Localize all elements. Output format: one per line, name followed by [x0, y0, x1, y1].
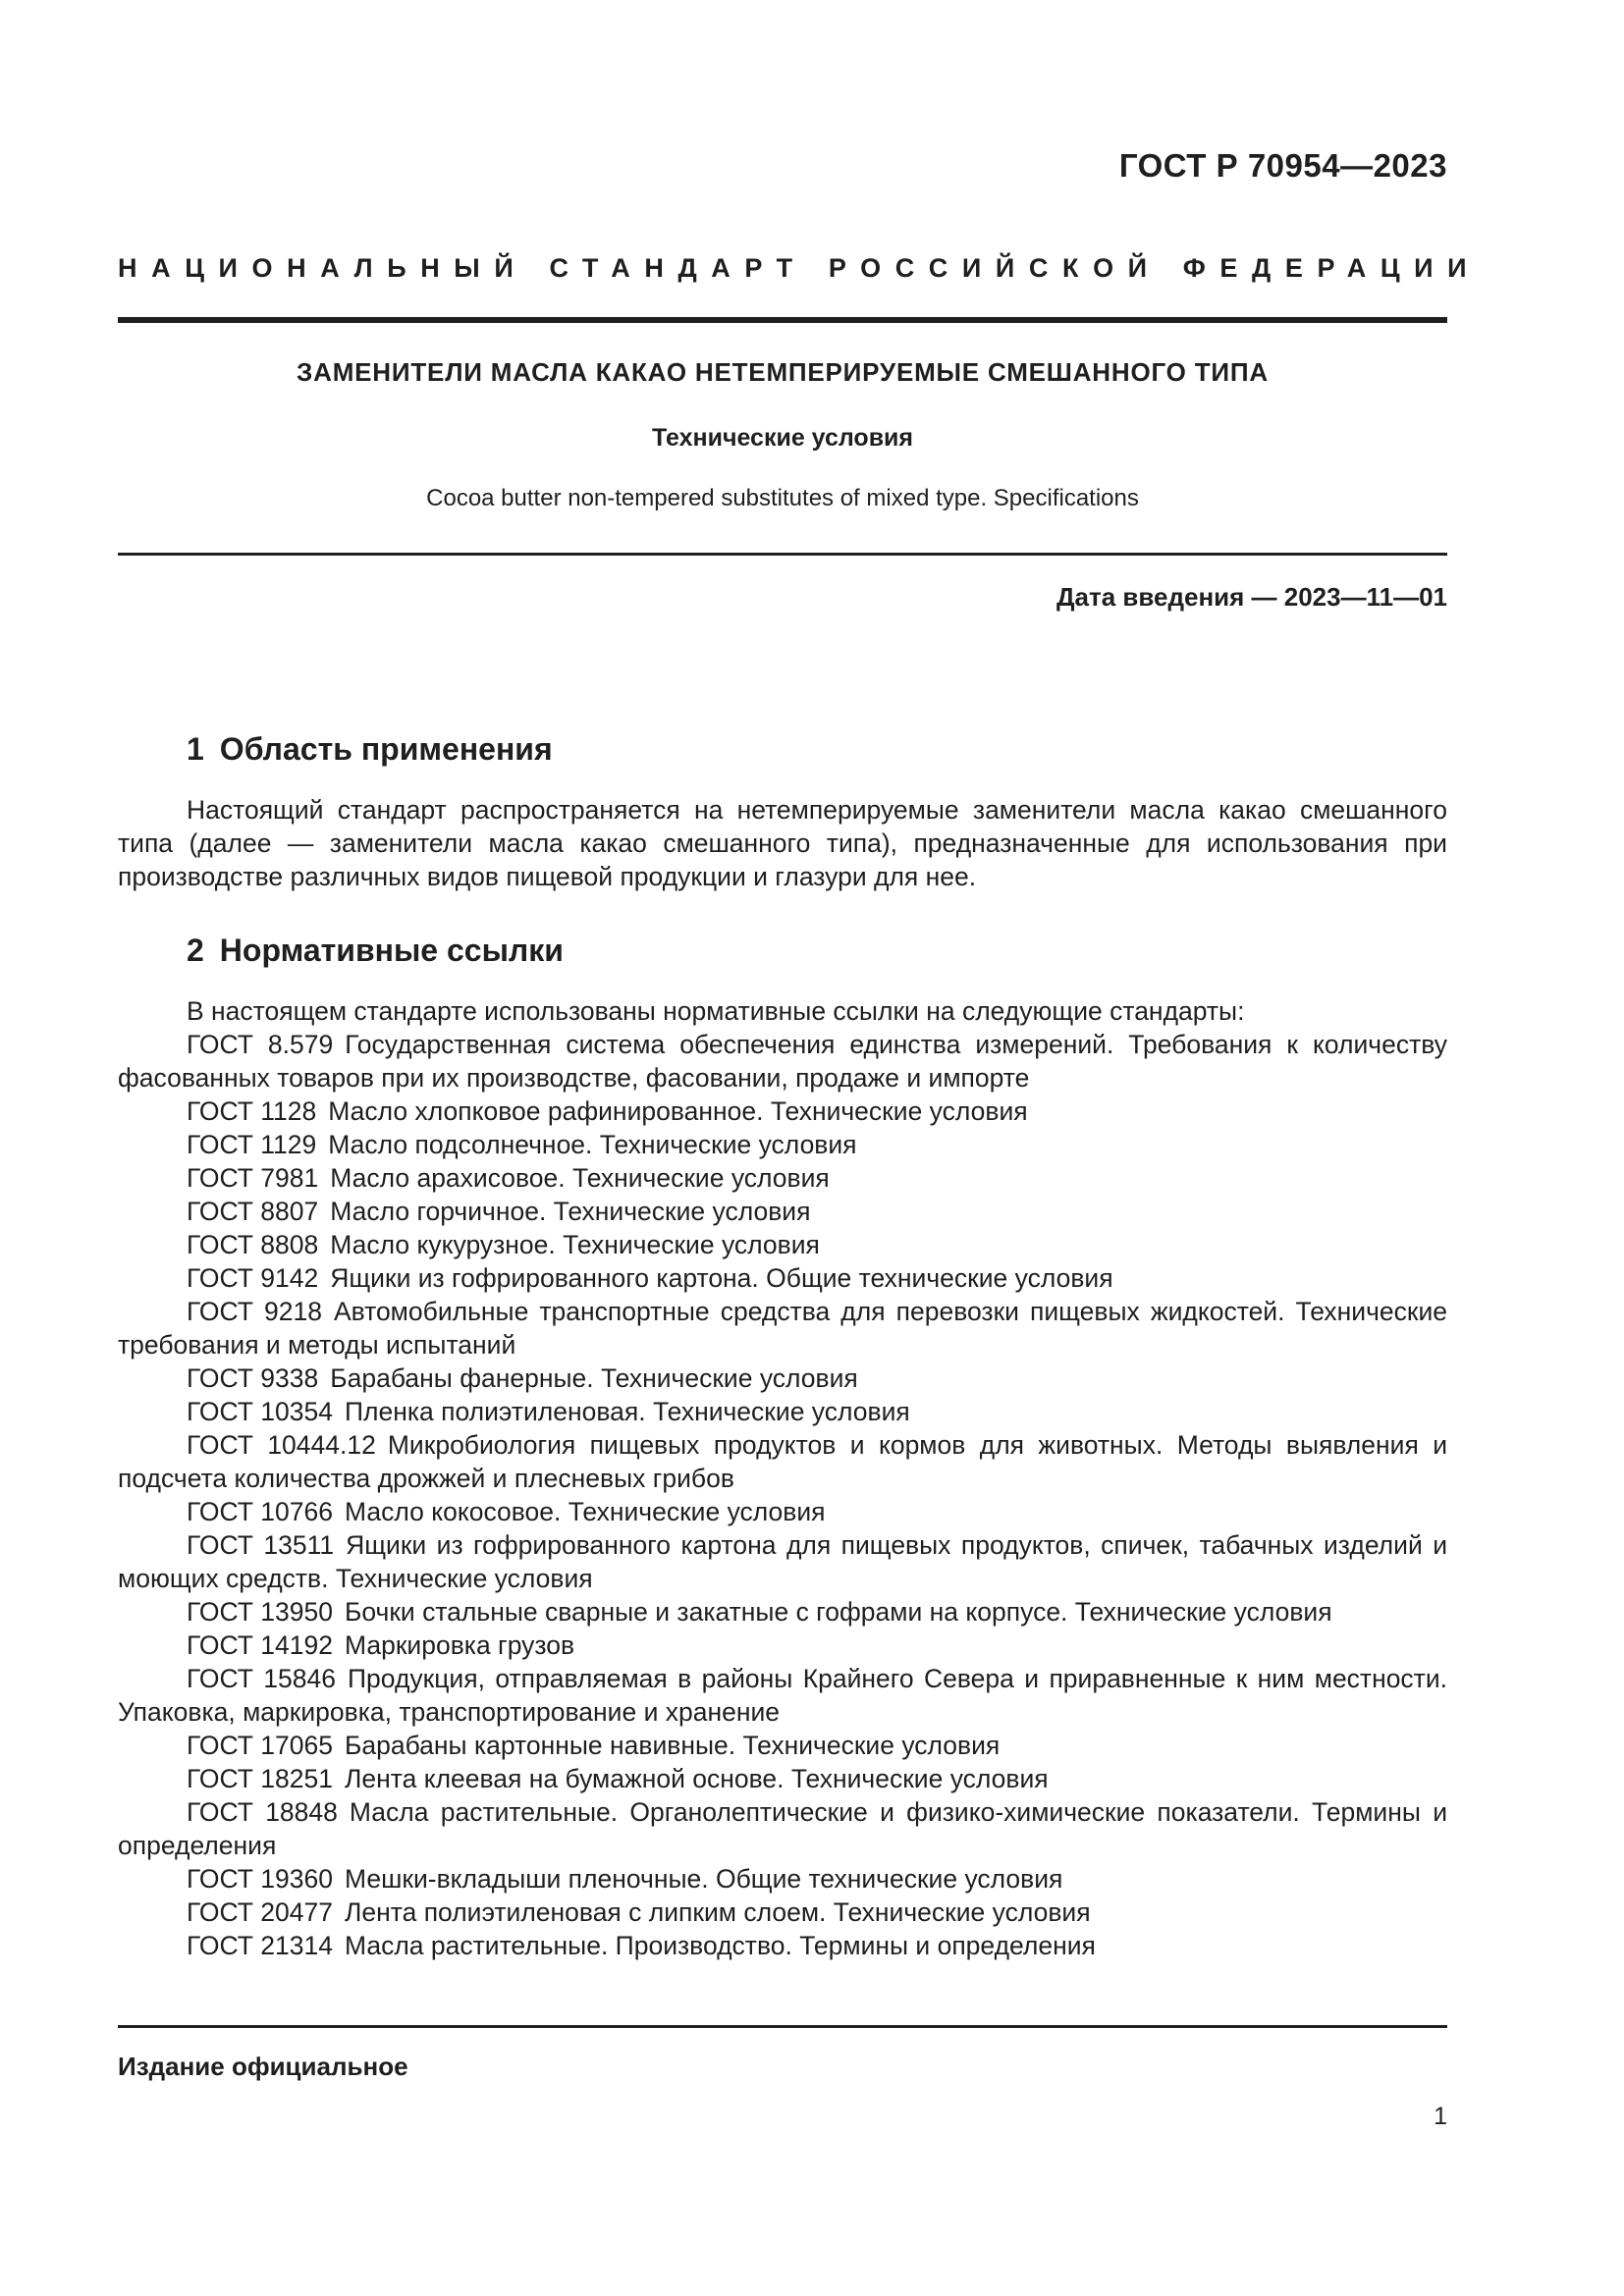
section-number: 2	[187, 933, 204, 968]
reference-item	[118, 1595, 1447, 1629]
document-subtitle: Технические условия	[651, 424, 914, 452]
title-rule	[118, 553, 1447, 556]
reference-title: Масло кукурузное. Технические условия	[330, 1230, 820, 1259]
reference-item	[118, 1528, 1447, 1595]
reference-code: ГОСТ 10766	[187, 1497, 333, 1526]
document-title: ЗАМЕНИТЕЛИ МАСЛА КАКАО НЕТЕМПЕРИРУЕМЫЕ СМЕШАННОГО ТИПА	[297, 357, 1269, 387]
reference-title: Масло хлопковое рафинированное. Технические условия	[328, 1096, 1028, 1126]
reference-code: ГОСТ 17065	[187, 1731, 333, 1760]
reference-code: ГОСТ 9338	[187, 1363, 319, 1393]
document-title-english: Cocoa butter non-tempered substitutes of mixed type. Specifications	[426, 485, 1139, 511]
reference-item	[118, 1795, 1447, 1862]
reference-item	[118, 1729, 1447, 1762]
reference-item	[118, 1762, 1447, 1795]
reference-code: ГОСТ 8807	[187, 1197, 319, 1226]
section-1-heading	[187, 731, 553, 768]
reference-code: ГОСТ 13511	[187, 1530, 335, 1560]
reference-code: ГОСТ 1129	[187, 1130, 317, 1159]
reference-title: Продукция, отправляемая в районы Крайнего Севера и приравненные к ним местности. Упаковка, маркировка, транспортирование и хранение	[118, 1664, 1447, 1727]
references-list	[118, 994, 1447, 1962]
reference-title: Маркировка грузов	[344, 1630, 575, 1660]
references-intro: В настоящем стандарте использованы нормативные ссылки на следующие стандарты:	[187, 996, 1245, 1026]
reference-code: ГОСТ 8808	[187, 1230, 319, 1259]
reference-title: Барабаны фанерные. Технические условия	[330, 1363, 858, 1393]
reference-code: ГОСТ 15846	[187, 1664, 336, 1693]
reference-code: ГОСТ 9142	[187, 1263, 319, 1293]
reference-item	[118, 1495, 1447, 1528]
reference-item	[118, 1128, 1447, 1161]
reference-item	[118, 1095, 1447, 1128]
reference-item	[118, 1295, 1447, 1362]
reference-item	[118, 1228, 1447, 1261]
reference-item	[118, 1896, 1447, 1929]
reference-title: Государственная система обеспечения единства измерений. Требования к количеству фасованных товаров при их производстве, фасовании, продаже и импорте	[118, 1030, 1447, 1093]
reference-title: Масло кокосовое. Технические условия	[344, 1497, 826, 1526]
reference-code: ГОСТ 9218	[187, 1297, 322, 1326]
reference-code: ГОСТ 10444.12	[187, 1430, 376, 1460]
reference-code: ГОСТ 8.579	[187, 1030, 334, 1059]
reference-code: ГОСТ 13950	[187, 1597, 333, 1627]
reference-item	[118, 1028, 1447, 1095]
reference-title: Бочки стальные сварные и закатные с гофрами на корпусе. Технические условия	[344, 1597, 1332, 1627]
reference-code: ГОСТ 18848	[187, 1797, 338, 1827]
reference-item	[118, 1929, 1447, 1962]
reference-code: ГОСТ 20477	[187, 1897, 333, 1927]
document-code: ГОСТ Р 70954—2023	[1118, 147, 1447, 184]
introduction-date: Дата введения — 2023—11—01	[1056, 582, 1447, 612]
reference-title: Масло арахисовое. Технические условия	[330, 1163, 830, 1193]
reference-title: Пленка полиэтиленовая. Технические условия	[344, 1397, 910, 1426]
reference-item	[118, 1428, 1447, 1495]
reference-item	[118, 1362, 1447, 1395]
section-2-heading	[187, 933, 564, 969]
national-standard-banner: НАЦИОНАЛЬНЫЙ СТАНДАРТ РОССИЙСКОЙ ФЕДЕРАЦИИ	[118, 253, 1482, 283]
reference-title: Лента полиэтиленовая с липким слоем. Технические условия	[344, 1897, 1091, 1927]
section-number: 1	[187, 731, 204, 767]
reference-code: ГОСТ 10354	[187, 1397, 333, 1426]
reference-item	[118, 1395, 1447, 1428]
reference-title: Ящики из гофрированного картона. Общие технические условия	[330, 1263, 1113, 1293]
reference-title: Автомобильные транспортные средства для перевозки пищевых жидкостей. Технические требования и методы испытаний	[118, 1297, 1448, 1360]
references-container	[118, 1028, 1447, 1962]
section-1-body	[118, 793, 1447, 893]
reference-title: Лента клеевая на бумажной основе. Технические условия	[344, 1764, 1049, 1793]
reference-title: Ящики из гофрированного картона для пищевых продуктов, спичек, табачных изделий и моющих средств. Технические условия	[118, 1530, 1447, 1593]
footer-rule	[118, 2025, 1447, 2028]
reference-title: Мешки-вкладыши пленочные. Общие технические условия	[344, 1864, 1063, 1894]
reference-title: Масла растительные. Производство. Термины и определения	[344, 1931, 1096, 1960]
reference-code: ГОСТ 7981	[187, 1163, 319, 1193]
header-rule	[118, 317, 1447, 323]
reference-title: Масло подсолнечное. Технические условия	[328, 1130, 857, 1159]
section-title: Нормативные ссылки	[219, 933, 564, 968]
reference-item	[118, 1629, 1447, 1662]
edition-label: Издание официальное	[118, 2052, 408, 2081]
reference-item	[118, 1862, 1447, 1896]
reference-code: ГОСТ 18251	[187, 1764, 333, 1793]
paragraph: Настоящий стандарт распространяется на нетемперируемые заменители масла какао смешанного типа (далее — заменители масла какао смешанного типа), предназначенные для использования при производстве различных видов пищевой продукции и глазури для нее.	[118, 795, 1447, 891]
reference-code: ГОСТ 14192	[187, 1630, 333, 1660]
reference-item	[118, 1161, 1447, 1195]
reference-title: Масло горчичное. Технические условия	[330, 1197, 811, 1226]
reference-code: ГОСТ 21314	[187, 1931, 333, 1960]
reference-code: ГОСТ 19360	[187, 1864, 333, 1894]
reference-item	[118, 1261, 1447, 1295]
reference-code: ГОСТ 1128	[187, 1096, 317, 1126]
section-title: Область применения	[219, 731, 553, 767]
reference-item	[118, 1195, 1447, 1228]
page-number: 1	[1434, 2103, 1447, 2130]
reference-item	[118, 1662, 1447, 1729]
reference-title: Микробиология пищевых продуктов и кормов для животных. Методы выявления и подсчета количества дрожжей и плесневых грибов	[118, 1430, 1447, 1493]
reference-title: Барабаны картонные навивные. Технические условия	[344, 1731, 1001, 1760]
reference-title: Масла растительные. Органолептические и физико-химические показатели. Термины и определения	[118, 1797, 1447, 1860]
